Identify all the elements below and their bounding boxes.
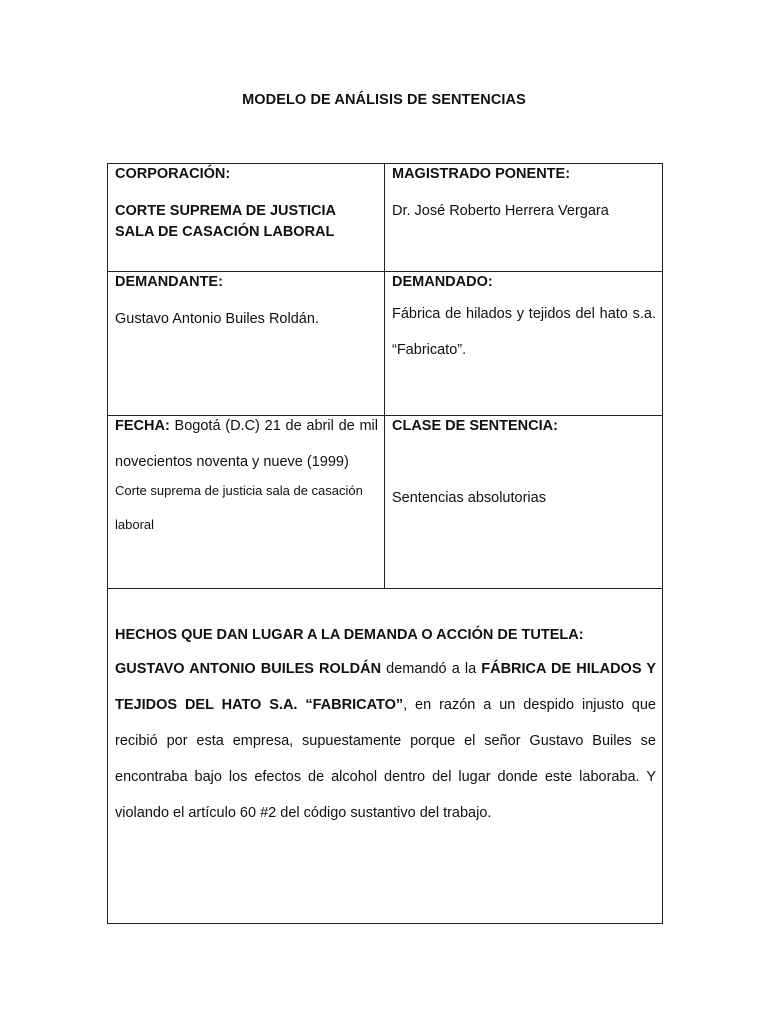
magistrado-value: Dr. José Roberto Herrera Vergara bbox=[392, 203, 609, 219]
corporacion-line1: CORTE SUPREMA DE JUSTICIA bbox=[115, 203, 337, 219]
clase-label: CLASE DE SENTENCIA: bbox=[392, 418, 558, 434]
magistrado-label: MAGISTRADO PONENTE: bbox=[392, 166, 571, 182]
hechos-rest: , en razón a un despido injusto que recibió por esta empresa, supuestamente porque el señor Gustavo Builes se encontraba bajo los efectos de alcohol dentro del lugar donde este laboraba. Y violando el artículo 60 #2 del código sustantivo del trabajo. bbox=[115, 697, 656, 821]
hechos-text bbox=[115, 651, 656, 831]
fecha-value: Bogotá (D.C) 21 de abril de mil novecientos noventa y nueve (1999) bbox=[115, 418, 378, 470]
clase-value: Sentencias absolutorias bbox=[392, 490, 546, 506]
demandado-cell bbox=[385, 272, 663, 416]
fecha-note: Corte suprema de justicia sala de casación laboral bbox=[115, 483, 363, 532]
clase-cell bbox=[385, 416, 663, 589]
page-title: MODELO DE ANÁLISIS DE SENTENCIAS bbox=[242, 92, 526, 108]
corporacion-line2: SALA DE CASACIÓN LABORAL bbox=[115, 224, 335, 240]
fecha-block bbox=[115, 408, 378, 480]
table-row bbox=[108, 164, 663, 272]
fecha-label: FECHA: bbox=[115, 418, 170, 434]
analysis-table bbox=[107, 163, 663, 924]
table-row bbox=[108, 416, 663, 589]
demandante-label: DEMANDANTE: bbox=[115, 274, 223, 290]
demandante-cell bbox=[108, 272, 385, 416]
demandado-value: Fábrica de hilados y tejidos del hato s.a. “Fabricato”. bbox=[392, 306, 656, 358]
hechos-company: FÁBRICA DE HILADOS Y TEJIDOS DEL HATO S.A. “FABRICATO” bbox=[115, 661, 657, 713]
demandante-value: Gustavo Antonio Builes Roldán. bbox=[115, 311, 319, 327]
corporacion-value bbox=[115, 201, 378, 243]
hechos-label: HECHOS QUE DAN LUGAR A LA DEMANDA O ACCIÓN DE TUTELA: bbox=[115, 627, 584, 643]
table-row bbox=[108, 589, 663, 924]
hechos-connector: demandó a la bbox=[381, 661, 482, 677]
table-row bbox=[108, 272, 663, 416]
fecha-cell bbox=[108, 416, 385, 589]
hechos-cell bbox=[108, 589, 663, 924]
demandado-label: DEMANDADO: bbox=[392, 274, 493, 290]
magistrado-cell bbox=[385, 164, 663, 272]
corporacion-cell bbox=[108, 164, 385, 272]
corporacion-label: CORPORACIÓN: bbox=[115, 166, 231, 182]
hechos-name: GUSTAVO ANTONIO BUILES ROLDÁN bbox=[115, 661, 382, 677]
